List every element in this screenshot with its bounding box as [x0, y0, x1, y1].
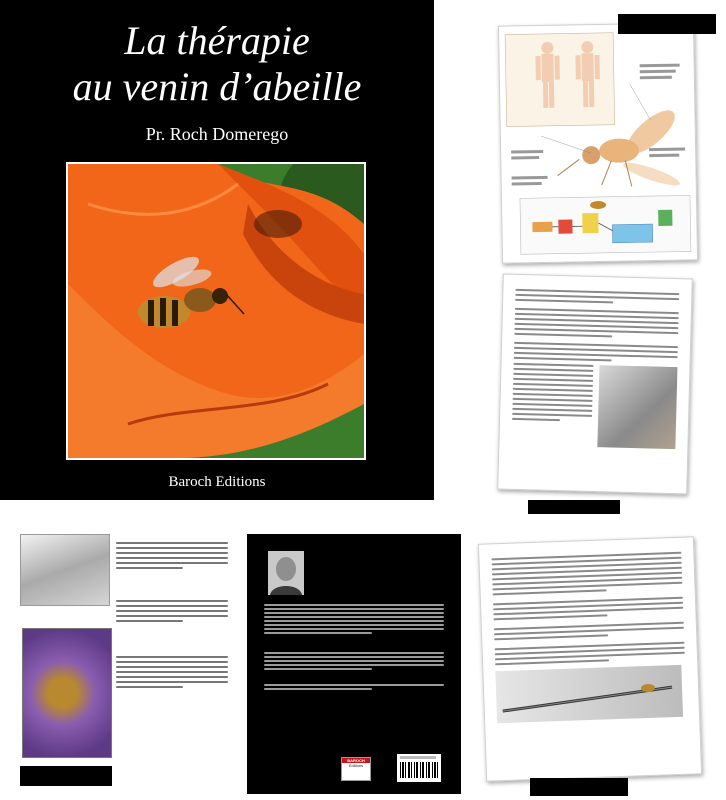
page-photo-hands: [597, 365, 677, 449]
quote-paragraph-2: [116, 600, 228, 625]
poppy-bee-illustration: [68, 164, 364, 458]
author-portrait-image: [268, 551, 304, 595]
sketch-image: [20, 534, 110, 606]
cover-photo-bee-on-poppy: [66, 162, 366, 460]
page-text-block-sting: [491, 552, 685, 666]
caption-box-sting: [530, 778, 628, 796]
quote-paragraph-1: [116, 542, 228, 572]
barcode: [397, 754, 441, 782]
caption-box-anatomy: [618, 14, 716, 34]
back-paragraph-1: [264, 604, 444, 636]
caption-box-treatment: [528, 500, 620, 514]
preview-page-sting: [478, 536, 702, 781]
author-portrait: [268, 551, 304, 595]
caption-box-history: [20, 766, 112, 786]
barcode-image: [397, 754, 441, 782]
bee-on-flower-photo: [22, 628, 112, 758]
page-text-block: [514, 289, 680, 363]
logo-line-1: BAROCH: [342, 758, 370, 763]
back-paragraph-2: [264, 652, 444, 672]
publisher-name: Baroch Editions: [168, 474, 266, 490]
logo-line-2: Editions: [348, 763, 364, 768]
publisher-logo: [341, 757, 371, 781]
page-text-column: [511, 363, 593, 447]
needle-icon: [495, 665, 683, 723]
back-paragraph-3: [264, 684, 444, 692]
needle-bee-photo: [495, 665, 683, 723]
preview-page-anatomy: [498, 22, 698, 263]
book-author: Pr. Roch Domerego: [145, 124, 289, 144]
book-title: [0, 18, 434, 110]
quote-paragraph-3: [116, 656, 228, 691]
book-title-line-2: au venin d’abeille: [72, 64, 362, 109]
book-title-line-1: La thérapie: [124, 18, 310, 63]
anatomy-diagram: [499, 23, 697, 262]
preview-page-treatment: [497, 274, 693, 495]
